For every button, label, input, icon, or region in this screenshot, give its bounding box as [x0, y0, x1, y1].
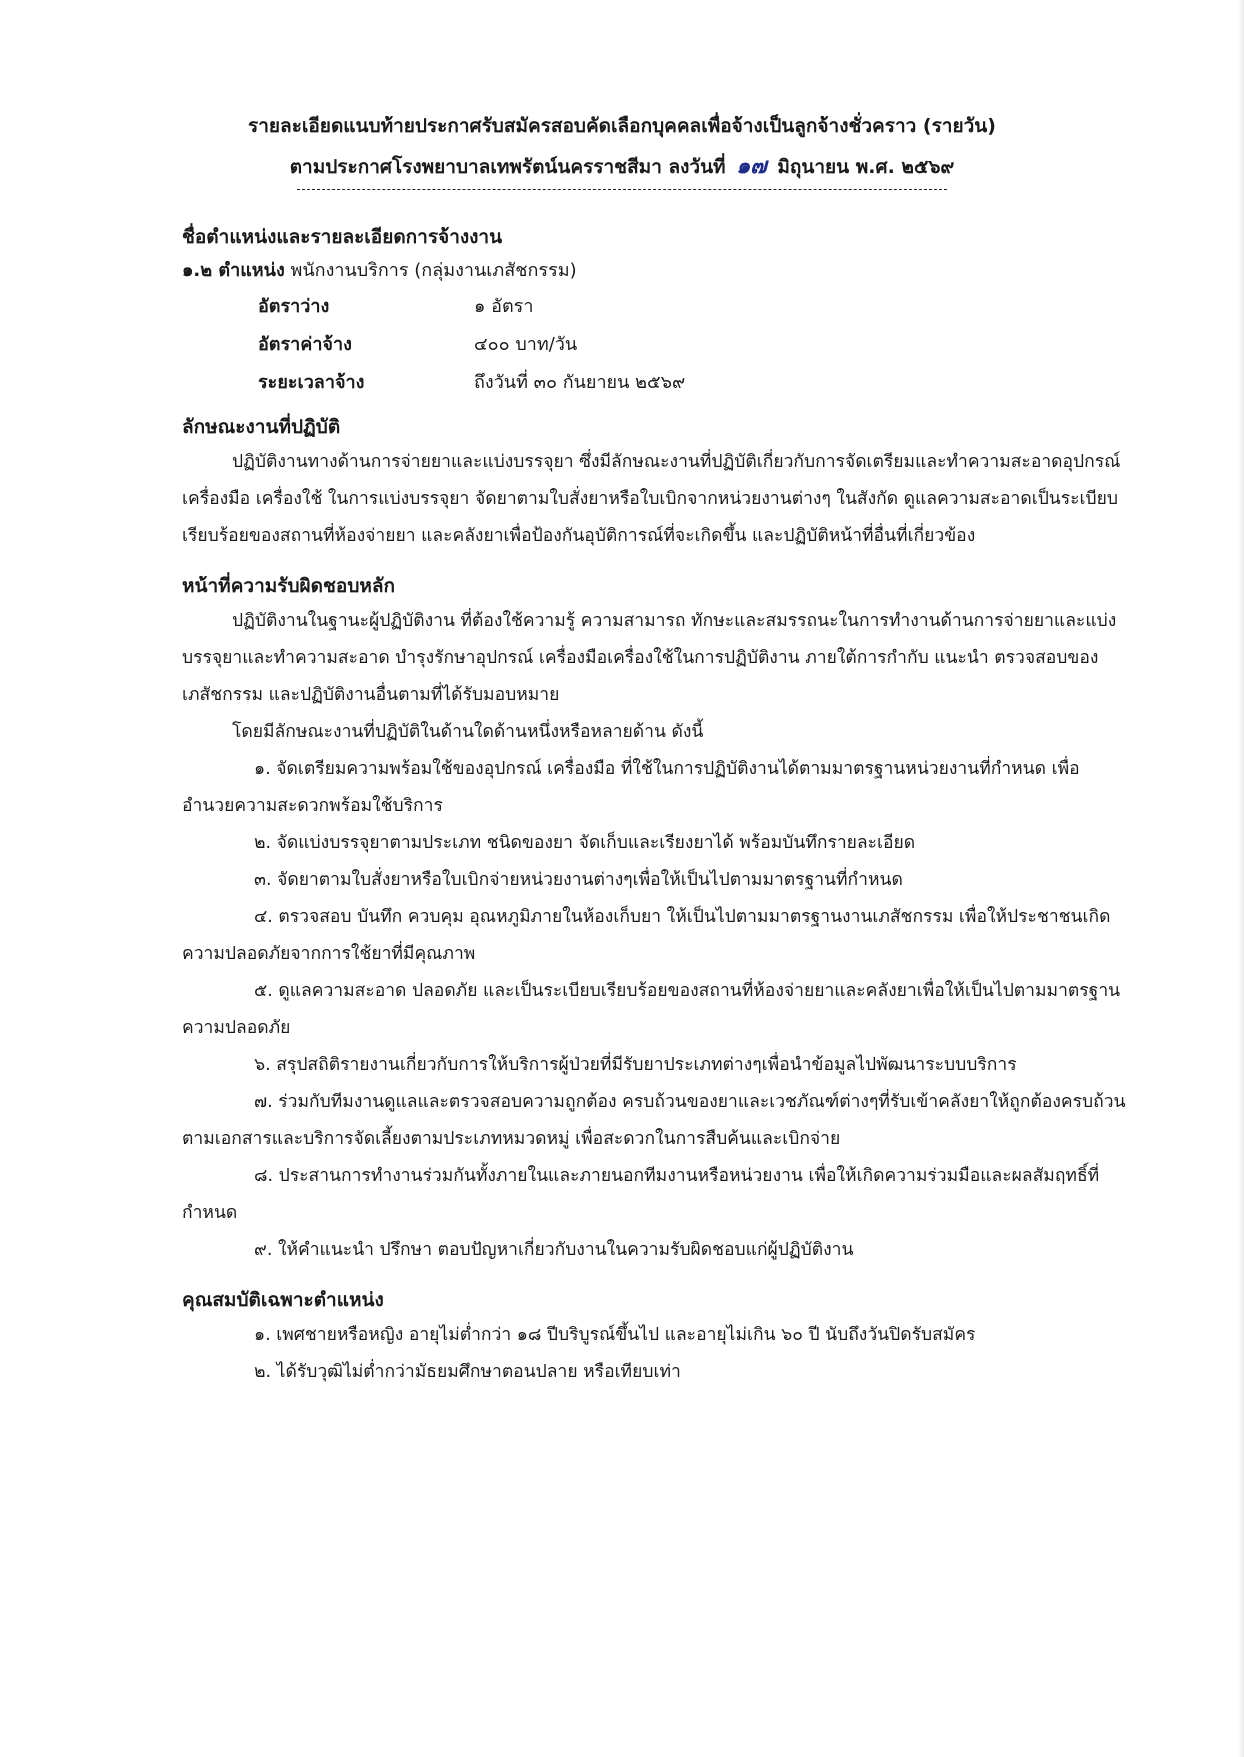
- header-subtitle-suffix: มิถุนายน พ.ศ. ๒๕๖๙: [777, 156, 955, 178]
- duty-item: ๒. จัดแบ่งบรรจุยาตามประเภท ชนิดของยา จัดเก็บและเรียงยาได้ พร้อมบันทึกรายละเอียด: [254, 833, 916, 853]
- duty-item: ๕. ดูแลความสะอาด ปลอดภัย และเป็นระเบียบเรียบร้อยของสถานที่ห้องจ่ายยาและคลังยาเพื่อให้เป็นไปตามมาตรฐานความปลอดภัย: [182, 981, 1121, 1038]
- position-line: [182, 254, 1130, 288]
- header-divider: [297, 189, 947, 190]
- duty-item: ๘. ประสานการทำงานร่วมกันทั้งภายในและภายนอกทีมงานหรือหน่วยงาน เพื่อให้เกิดความร่วมมือและผลสัมฤทธิ์ที่กำหนด: [182, 1166, 1100, 1223]
- position-section-title: ชื่อตำแหน่งและรายละเอียดการจ้างงาน: [182, 226, 503, 248]
- header-title: รายละเอียดแนบท้ายประกาศรับสมัครสอบคัดเลือกบุคคลเพื่อจ้างเป็นลูกจ้างชั่วคราว (รายวัน): [248, 115, 996, 137]
- detail-value: ๑ อัตรา: [474, 296, 534, 317]
- position-number-label: ๑.๒ ตำแหน่ง: [182, 260, 285, 281]
- job-nature-title: ลักษณะงานที่ปฏิบัติ: [182, 416, 341, 438]
- qualification-item: ๒. ได้รับวุฒิไม่ต่ำกว่ามัธยมศึกษาตอนปลาย หรือเทียบเท่า: [254, 1362, 681, 1382]
- duties-intro: ปฏิบัติงานในฐานะผู้ปฏิบัติงาน ที่ต้องใช้ความรู้ ความสามารถ ทักษะและสมรรถนะในการทำงานด้านการจ่ายยาและแบ่งบรรจุยาและทำความสะอาด บำรุงรักษาอุปกรณ์ เครื่องมือเครื่องใช้ในการปฏิบัติงาน ภายใต้การกำกับ แนะนำ ตรวจสอบของเภสัชกรรม และปฏิบัติงานอื่นตามที่ได้รับมอบหมาย: [182, 611, 1117, 705]
- duties-lead: โดยมีลักษณะงานที่ปฏิบัติในด้านใดด้านหนึ่งหรือหลายด้าน ดังนี้: [232, 722, 704, 742]
- detail-row: [258, 364, 685, 402]
- qualifications-title: คุณสมบัติเฉพาะตำแหน่ง: [182, 1289, 384, 1311]
- detail-value: ๔๐๐ บาท/วัน: [474, 334, 578, 355]
- qualification-item: ๑. เพศชายหรือหญิง อายุไม่ต่ำกว่า ๑๘ ปีบริบูรณ์ขึ้นไป และอายุไม่เกิน ๖๐ ปี นับถึงวันปิดรับสมัคร: [254, 1325, 976, 1345]
- duty-item: ๑. จัดเตรียมความพร้อมใช้ของอุปกรณ์ เครื่องมือ ที่ใช้ในการปฏิบัติงานได้ตามมาตรฐานหน่วยงานที่กำหนด เพื่ออำนวยความสะดวกพร้อมใช้บริการ: [182, 759, 1080, 816]
- handwritten-day: ๑๗: [736, 153, 767, 179]
- document-body: [182, 220, 1130, 1391]
- duty-item: ๖. สรุปสถิติรายงานเกี่ยวกับการให้บริการผู้ป่วยที่มีรับยาประเภทต่างๆเพื่อนำข้อมูลไปพัฒนาระบบบริการ: [254, 1055, 1017, 1075]
- header-subtitle: [150, 146, 1094, 187]
- duty-item: ๔. ตรวจสอบ บันทึก ควบคุม อุณหภูมิภายในห้องเก็บยา ให้เป็นไปตามมาตรฐานงานเภสัชกรรม เพื่อให้ประชาชนเกิดความปลอดภัยจากการใช้ยาที่มีคุณภาพ: [182, 907, 1111, 964]
- document-header: [150, 106, 1094, 190]
- duty-item: ๗. ร่วมกับทีมงานดูแลและตรวจสอบความถูกต้อง ครบถ้วนของยาและเวชภัณฑ์ต่างๆที่รับเข้าคลังยาให้ถูกต้องครบถ้วนตามเอกสารและบริการจัดเลี้ยงตามประเภทหมวดหมู่ เพื่อสะดวกในการสืบค้นและเบิกจ่าย: [182, 1092, 1126, 1149]
- header-subtitle-prefix: ตามประกาศโรงพยาบาลเทพรัตน์นครราชสีมา ลงวันที่: [289, 156, 726, 178]
- detail-label: อัตราว่าง: [258, 296, 330, 317]
- scan-edge-shadow: [1238, 0, 1244, 1757]
- duties-title: หน้าที่ความรับผิดชอบหลัก: [182, 575, 396, 597]
- position-name: พนักงานบริการ (กลุ่มงานเภสัชกรรม): [290, 260, 577, 281]
- duty-item: ๓. จัดยาตามใบสั่งยาหรือใบเบิกจ่ายหน่วยงานต่างๆเพื่อให้เป็นไปตามมาตรฐานที่กำหนด: [254, 870, 903, 890]
- detail-row: [258, 288, 685, 326]
- detail-value: ถึงวันที่ ๓๐ กันยายน ๒๕๖๙: [474, 372, 686, 393]
- job-nature-text: ปฏิบัติงานทางด้านการจ่ายยาและแบ่งบรรจุยา ซึ่งมีลักษณะงานที่ปฏิบัติเกี่ยวกับการจัดเตรียมและทำความสะอาดอุปกรณ์ เครื่องมือ เครื่องใช้ ในการแบ่งบรรจุยา จัดยาตามใบสั่งยาหรือใบเบิกจากหน่วยงานต่างๆ ในสังกัด ดูแลความสะอาดเป็นระเบียบเรียบร้อยของสถานที่ห้องจ่ายยา และคลังยาเพื่อป้องกันอุบัติการณ์ที่จะเกิดขึ้น และปฏิบัติหน้าที่อื่นที่เกี่ยวข้อง: [182, 452, 1121, 546]
- duty-item: ๙. ให้คำแนะนำ ปรึกษา ตอบปัญหาเกี่ยวกับงานในความรับผิดชอบแก่ผู้ปฏิบัติงาน: [254, 1240, 854, 1260]
- detail-label: อัตราค่าจ้าง: [258, 334, 352, 355]
- detail-row: [258, 326, 685, 364]
- position-details-table: [258, 288, 685, 402]
- detail-label: ระยะเวลาจ้าง: [258, 372, 365, 393]
